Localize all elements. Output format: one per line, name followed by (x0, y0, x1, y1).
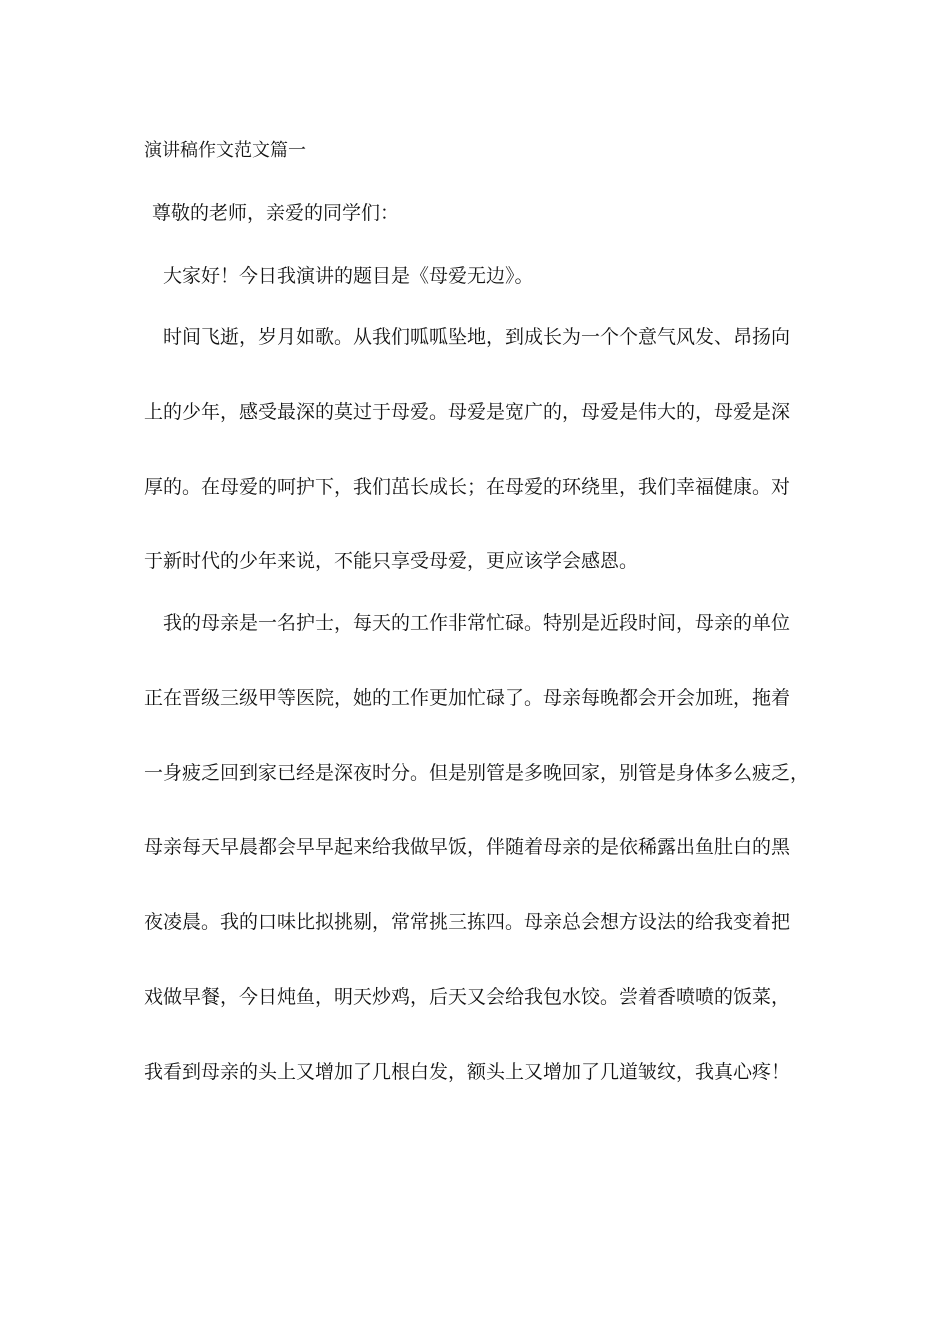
salutation: 尊敬的老师，亲爱的同学们： (152, 202, 400, 224)
paragraph-line: 母亲每天早晨都会早早起来给我做早饭，伴随着母亲的是依稀露出鱼肚白的黑 (144, 836, 791, 858)
paragraph-line: 正在晋级三级甲等医院，她的工作更加忙碌了。母亲每晚都会开会加班，拖着 (144, 687, 791, 709)
paragraph-line: 我的母亲是一名护士，每天的工作非常忙碌。特别是近段时间，母亲的单位 (163, 612, 791, 634)
paragraph-line: 我看到母亲的头上又增加了几根白发，额头上又增加了几道皱纹，我真心疼！ (144, 1061, 791, 1083)
paragraph-line: 一身疲乏回到家已经是深夜时分。但是别管是多晚回家，别管是身体多么疲乏， (144, 762, 810, 784)
paragraph-line: 时间飞逝，岁月如歌。从我们呱呱坠地，到成长为一个个意气风发、昂扬向 (163, 326, 791, 348)
paragraph-line: 于新时代的少年来说，不能只享受母爱，更应该学会感恩。 (144, 550, 639, 572)
paragraph-line: 厚的。在母爱的呵护下，我们茁长成长；在母爱的环绕里，我们幸福健康。对 (144, 476, 791, 498)
paragraph-line: 戏做早餐，今日炖鱼，明天炒鸡，后天又会给我包水饺。尝着香喷喷的饭菜， (144, 986, 791, 1008)
paragraph-line: 上的少年，感受最深的莫过于母爱。母爱是宽广的，母爱是伟大的，母爱是深 (144, 401, 791, 423)
paragraph-line: 夜凌晨。我的口味比拟挑剔，常常挑三拣四。母亲总会想方设法的给我变着把 (144, 911, 791, 933)
document-title: 演讲稿作文范文篇一 (144, 140, 306, 161)
paragraph-line: 大家好！今日我演讲的题目是《母爱无边》。 (163, 265, 534, 287)
